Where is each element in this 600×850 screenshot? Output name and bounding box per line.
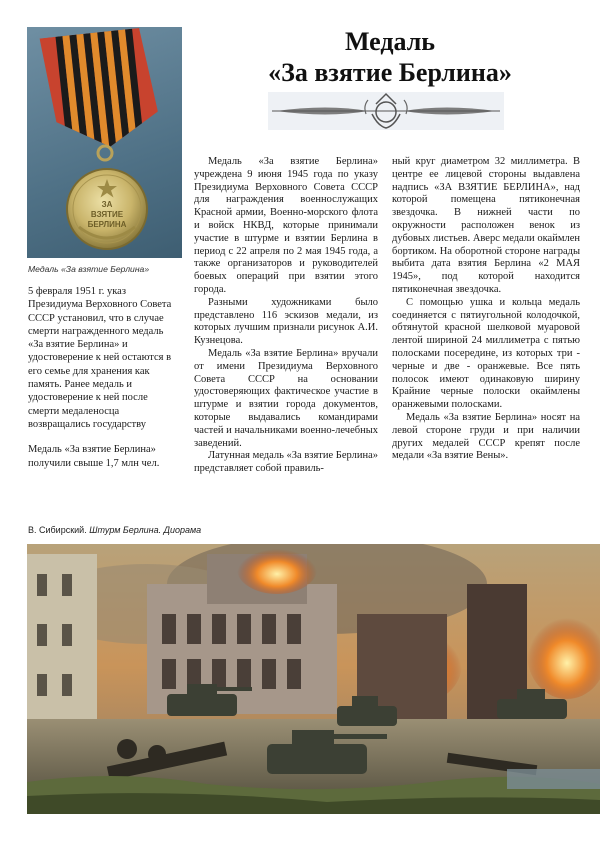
- diorama-caption: [28, 525, 201, 535]
- middle-paragraph-2: Разными художниками было представлено 116 эскизов медали, из которых лучшим признали рисунок А.И. Кузнецова.: [194, 296, 378, 347]
- left-paragraph-2: Медаль «За взятие Берлина» получили свыше 1,7 млн чел.: [28, 444, 160, 469]
- middle-paragraph-1: Медаль «За взятие Берлина» учреждена 9 июня 1945 года по указу Президиума Верховного Совета СССР для награждения военнослужащих Красной армии, Военно-морского флота и войск НКВД, которые принимали участие в штурме и взятии Берлина в период с 22 апреля по 2 мая 1945 года, а также организаторов и руководителей боевых операций при взятии этого города.: [194, 156, 378, 295]
- medal-photo: [27, 27, 182, 258]
- title-ornament: [268, 92, 504, 130]
- diorama-title: Штурм Берлина. Диорама: [89, 525, 202, 535]
- left-paragraph-1: 5 февраля 1951 г. указ Президиума Верховного Совета СССР установил, что в случае смерти награжденного медаль «За взятие Берлина» и удостоверение к ней остаются в его семье для хранения как память. Ранее медаль и удостоверение к ней после смерти медаленосца возвращались государству: [28, 286, 172, 430]
- medal-inscription-1: ЗА: [101, 200, 113, 209]
- diorama-author: В. Сибирский.: [28, 525, 87, 535]
- medal-inscription-2: ВЗЯТИЕ: [90, 210, 124, 219]
- right-paragraph-2: С помощью ушка и кольца медаль соединяется с пятиугольной колодочкой, обтянутой красной шелковой муаровой лентой шириной 24 миллиметра с пятью полосками посередине, из которых три - черные и две - оранжевые. Все пять полосок имеют одинаковую ширину Крайние черные полоски окаймлены оранжевыми полосками.: [392, 296, 580, 411]
- diorama-painting: [27, 544, 600, 814]
- right-column: [392, 156, 580, 463]
- title-line-2: «За взятие Берлина»: [268, 58, 512, 87]
- title-line-1: Медаль: [344, 27, 436, 56]
- medal-inscription-3: БЕРЛИНА: [87, 220, 127, 229]
- left-column: [28, 285, 180, 482]
- right-paragraph-1: ный круг диаметром 32 миллиметра. В центре ее лицевой стороны выдавлена надпись «ЗА ВЗЯТИЕ БЕРЛИНА», над которой помещена пятиконечная звездочка. В нижней части по окружности расположен венок из дубовых листьев. Аверс медали окаймлен бортиком. На оборотной стороне награды выбита дата взятия Берлина «2 МАЯ 1945», под которой находится пятиконечная звездочка.: [392, 156, 580, 295]
- middle-column: [194, 156, 378, 476]
- middle-paragraph-4: Латунная медаль «За взятие Берлина» представляет собой правиль-: [194, 450, 378, 475]
- medal-caption: Медаль «За взятие Берлина»: [28, 264, 150, 274]
- middle-paragraph-3: Медаль «За взятие Берлина» вручали от имени Президиума Верховного Совета СССР на основании удостоверяющих фактическое участие в штурме и взятии города документов, которые выдавались командирами частей и начальниками военно-лечебных заведений.: [194, 347, 378, 449]
- page-title: [230, 26, 550, 88]
- right-paragraph-3: Медаль «За взятие Берлина» носят на левой стороне груди и при наличии других медалей СССР крепят после медали «За взятие Вены».: [392, 411, 580, 462]
